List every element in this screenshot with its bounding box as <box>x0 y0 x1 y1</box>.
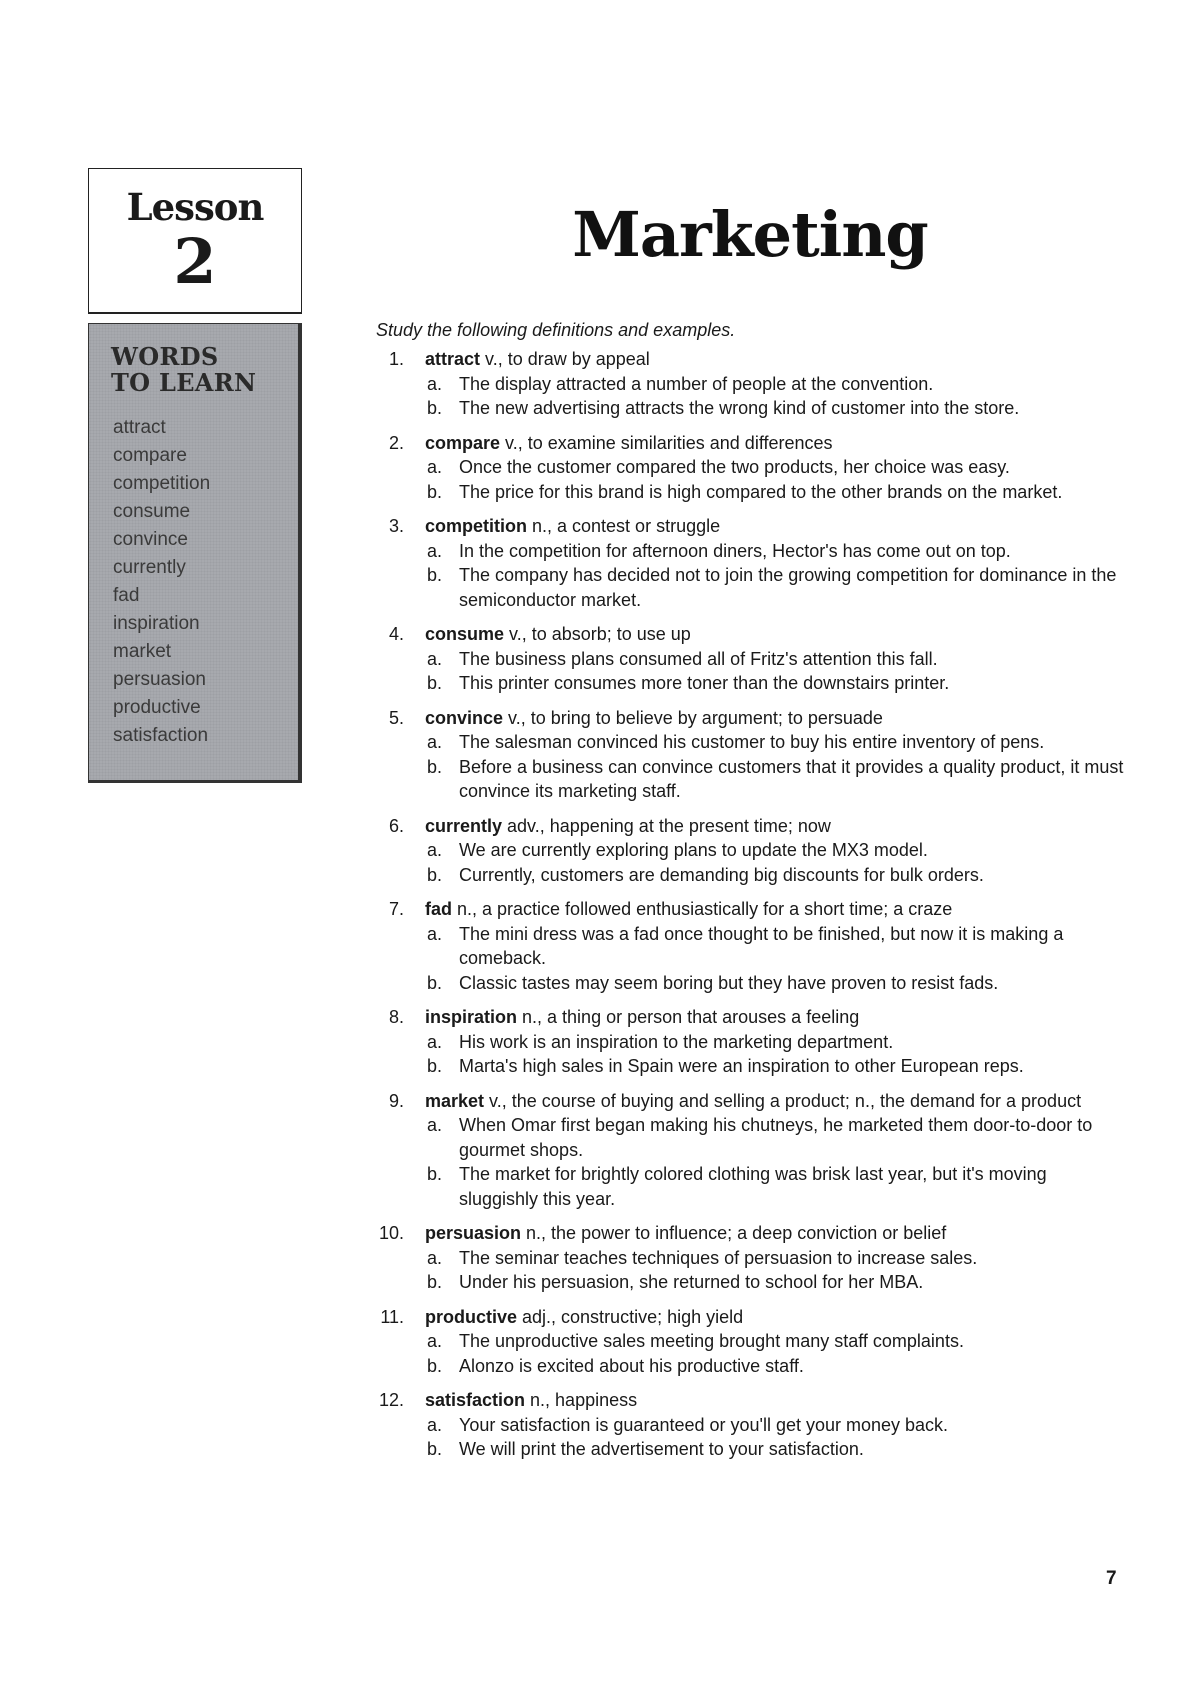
entry-number: 1. <box>388 349 404 369</box>
example-sentence <box>425 539 1130 564</box>
example-sentence <box>425 1054 1130 1079</box>
example-text: We are currently exploring plans to update the MX3 model. <box>459 840 928 860</box>
lesson-label: Lesson <box>126 185 264 229</box>
example-sentence <box>425 730 1130 755</box>
vocabulary-entry <box>370 1221 1130 1295</box>
example-text: The market for brightly colored clothing was brisk last year, but it's moving sluggishly this year. <box>459 1164 1047 1209</box>
example-text: The company has decided not to join the growing competition for dominance in the semiconductor market. <box>459 565 1117 610</box>
word-list-item: persuasion <box>113 669 206 690</box>
example-sentence <box>425 1030 1130 1055</box>
example-text: The salesman convinced his customer to buy his entire inventory of pens. <box>459 732 1045 752</box>
entry-word: competition <box>425 516 527 536</box>
entry-number: 2. <box>388 432 404 453</box>
example-letter: a. <box>427 840 443 860</box>
example-letter: b. <box>427 398 443 418</box>
example-sentence <box>425 1113 1130 1162</box>
entry-definition: v., to draw by appeal <box>480 349 650 369</box>
example-sentence <box>425 1437 1130 1462</box>
example-sentence <box>425 1246 1130 1271</box>
example-text: Your satisfaction is guaranteed or you'll get your money back. <box>459 1414 949 1435</box>
example-letter: a. <box>427 457 443 477</box>
entry-definition: v., to examine similarities and differences <box>500 432 833 453</box>
entry-headline <box>380 1305 1130 1330</box>
word-list-item: currently <box>113 557 186 578</box>
entry-word: convince <box>425 707 504 728</box>
entry-headline <box>388 897 1130 922</box>
word-list-item: consume <box>113 501 191 522</box>
example-text: The seminar teaches techniques of persuasion to increase sales. <box>459 1247 978 1268</box>
vocabulary-entries <box>370 347 1130 1472</box>
example-sentence <box>425 971 1130 996</box>
lesson-number: 2 <box>173 225 217 298</box>
example-letter: b. <box>427 565 443 585</box>
entry-number: 4. <box>388 624 404 644</box>
example-text: Marta's high sales in Spain were an inspiration to other European reps. <box>459 1056 1024 1076</box>
word-list-item: market <box>113 641 172 662</box>
page-title: Marketing <box>572 198 928 271</box>
entry-word: inspiration <box>425 1007 518 1027</box>
entry-number: 12. <box>378 1390 404 1410</box>
example-letter: a. <box>427 648 443 669</box>
entry-word: consume <box>425 624 505 644</box>
example-sentence <box>425 396 1130 421</box>
example-sentence <box>425 755 1130 804</box>
vocabulary-entry <box>370 514 1130 612</box>
vocabulary-entry <box>370 1005 1130 1079</box>
example-letter: b. <box>427 1164 443 1184</box>
entry-number: 11. <box>380 1306 404 1327</box>
example-letter: b. <box>427 1056 443 1076</box>
example-text: Once the customer compared the two products, her choice was easy. <box>459 457 1010 477</box>
word-list-item: satisfaction <box>113 725 209 746</box>
example-letter: a. <box>427 1031 443 1052</box>
entry-word: fad <box>425 899 452 919</box>
vocabulary-entry <box>370 622 1130 696</box>
entry-number: 7. <box>388 899 404 919</box>
example-sentence <box>425 922 1130 971</box>
entry-definition: n., a contest or struggle <box>527 516 721 536</box>
entry-number: 10. <box>378 1223 404 1243</box>
example-sentence <box>425 1162 1130 1211</box>
entry-number: 6. <box>388 815 404 836</box>
example-text: The unproductive sales meeting brought many staff complaints. <box>459 1331 964 1351</box>
example-text: Currently, customers are demanding big discounts for bulk orders. <box>459 864 984 885</box>
example-sentence <box>425 1413 1130 1438</box>
vocabulary-entry <box>370 1305 1130 1379</box>
entry-number: 9. <box>388 1090 404 1111</box>
example-letter: a. <box>427 540 443 561</box>
entry-headline <box>388 1089 1130 1114</box>
word-list-item: compare <box>113 445 187 466</box>
example-sentence <box>425 671 1130 696</box>
entry-number: 8. <box>388 1007 404 1027</box>
example-letter: b. <box>427 1439 443 1459</box>
word-list-item: convince <box>113 529 188 550</box>
entry-word: persuasion <box>425 1223 522 1243</box>
entry-headline <box>388 706 1130 731</box>
example-text: Under his persuasion, she returned to school for her MBA. <box>459 1272 924 1292</box>
entry-definition: adj., constructive; high yield <box>517 1306 744 1327</box>
entry-definition: n., the power to influence; a deep conviction or belief <box>521 1223 947 1243</box>
entry-definition: adv., happening at the present time; now <box>502 815 831 836</box>
entry-word: satisfaction <box>425 1390 526 1410</box>
vocabulary-entry <box>370 1089 1130 1212</box>
example-sentence <box>425 838 1130 863</box>
example-letter: a. <box>427 1331 443 1351</box>
example-text: In the competition for afternoon diners, Hector's has come out on top. <box>459 540 1011 561</box>
entry-headline <box>388 814 1130 839</box>
example-text: His work is an inspiration to the marketing department. <box>459 1031 894 1052</box>
entry-definition: v., the course of buying and selling a product; n., the demand for a product <box>484 1090 1082 1111</box>
vocabulary-entry <box>370 706 1130 804</box>
entry-headline <box>378 1221 1130 1246</box>
entry-definition: v., to absorb; to use up <box>504 624 691 644</box>
vocabulary-entry <box>370 814 1130 888</box>
entry-word: compare <box>425 432 501 453</box>
entry-definition: v., to bring to believe by argument; to persuade <box>503 707 883 728</box>
example-letter: b. <box>427 972 443 993</box>
entry-headline <box>388 514 1130 539</box>
example-text: When Omar first began making his chutneys, he marketed them door-to-door to gourmet shops. <box>459 1115 1093 1160</box>
example-text: The price for this brand is high compared to the other brands on the market. <box>459 481 1063 502</box>
example-letter: b. <box>427 1272 443 1292</box>
example-text: The display attracted a number of people at the convention. <box>459 373 934 394</box>
words-to-learn-box <box>88 323 302 783</box>
example-sentence <box>425 563 1130 612</box>
example-letter: a. <box>427 923 443 944</box>
example-sentence <box>425 863 1130 888</box>
example-sentence <box>425 372 1130 397</box>
word-list-item: attract <box>113 417 166 438</box>
instructions: Study the following definitions and examples. <box>376 320 736 340</box>
example-sentence <box>425 1329 1130 1354</box>
entry-word: attract <box>425 349 481 369</box>
example-text: Before a business can convince customers that it provides a quality product, it must convince its marketing staff. <box>459 756 1124 801</box>
example-text: Alonzo is excited about his productive staff. <box>459 1355 804 1376</box>
example-letter: b. <box>427 756 443 777</box>
entry-headline <box>388 431 1130 456</box>
vocabulary-entry <box>370 1388 1130 1462</box>
example-text: Classic tastes may seem boring but they have proven to resist fads. <box>459 972 999 993</box>
vocabulary-entry <box>370 431 1130 505</box>
example-sentence <box>425 647 1130 672</box>
example-letter: b. <box>427 481 443 502</box>
example-text: We will print the advertisement to your satisfaction. <box>459 1439 864 1459</box>
example-text: The business plans consumed all of Fritz's attention this fall. <box>459 648 938 669</box>
example-text: The new advertising attracts the wrong kind of customer into the store. <box>459 398 1020 418</box>
entry-headline <box>378 1388 1130 1413</box>
word-list-item: fad <box>113 585 140 606</box>
example-sentence <box>425 480 1130 505</box>
example-text: This printer consumes more toner than the downstairs printer. <box>459 673 950 693</box>
entry-word: productive <box>425 1306 518 1327</box>
entry-definition: n., happiness <box>525 1390 638 1410</box>
example-letter: a. <box>427 732 443 752</box>
entry-headline <box>388 622 1130 647</box>
example-letter: b. <box>427 864 443 885</box>
word-list-item: competition <box>113 473 211 494</box>
entry-definition: n., a thing or person that arouses a feeling <box>517 1007 860 1027</box>
page-number: 7 <box>1106 1568 1117 1589</box>
entry-word: market <box>425 1090 485 1111</box>
example-letter: b. <box>427 1355 443 1376</box>
example-letter: a. <box>427 373 443 394</box>
example-sentence <box>425 1354 1130 1379</box>
entry-number: 5. <box>388 707 404 728</box>
entry-word: currently <box>425 815 503 836</box>
example-letter: a. <box>427 1414 443 1435</box>
lesson-box <box>88 168 302 314</box>
entry-headline <box>388 347 1130 372</box>
example-text: The mini dress was a fad once thought to be finished, but now it is making a comeback. <box>459 923 1064 968</box>
example-sentence <box>425 455 1130 480</box>
words-list <box>113 414 298 750</box>
entry-headline <box>388 1005 1130 1030</box>
example-sentence <box>425 1270 1130 1295</box>
word-list-item: inspiration <box>113 613 200 634</box>
entry-definition: n., a practice followed enthusiastically for a short time; a craze <box>452 899 953 919</box>
example-letter: a. <box>427 1247 443 1268</box>
vocabulary-entry <box>370 347 1130 421</box>
example-letter: a. <box>427 1115 443 1135</box>
words-to-learn-title: WORDS TO LEARN <box>111 342 257 397</box>
vocabulary-entry <box>370 897 1130 995</box>
word-list-item: productive <box>113 697 201 718</box>
example-letter: b. <box>427 673 443 693</box>
entry-number: 3. <box>388 516 404 536</box>
